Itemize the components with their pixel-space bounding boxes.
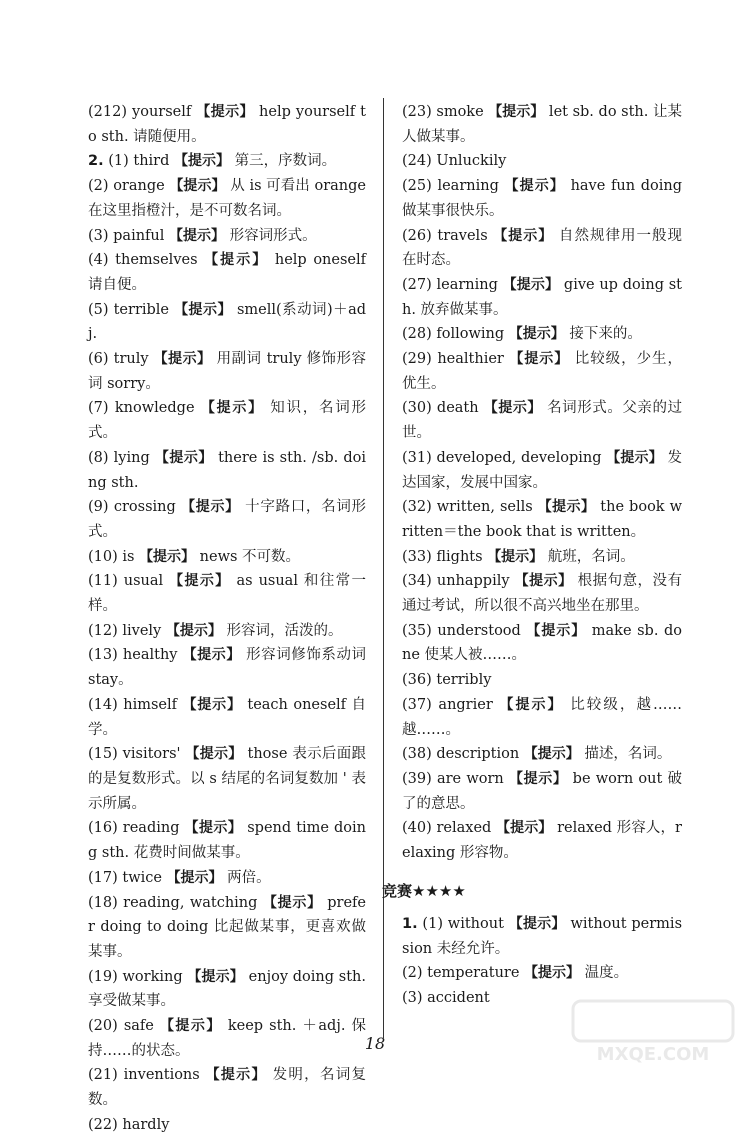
hint-text: 两倍。 (222, 869, 271, 886)
answer-text: (17) twice (88, 869, 167, 886)
answer-item (402, 495, 682, 544)
answer-text: (14) himself (88, 696, 183, 713)
answer-item (402, 668, 682, 693)
hint-text: have fun doing 做某事很快乐。 (402, 178, 683, 219)
answer-text: (24) Unluckily (402, 153, 507, 170)
hint-text: 形容词修饰系动词 stay。 (88, 647, 367, 689)
answer-text: (21) inventions (88, 1067, 206, 1084)
hint-text: smell(系动词)＋adj. (88, 301, 366, 343)
hint-label: 【提示】 (200, 400, 264, 417)
answer-item (88, 174, 366, 223)
hint-text: help yourself to sth. 请随便用。 (88, 104, 366, 145)
answer-item (88, 298, 366, 347)
answer-text: (29) healthier (402, 351, 510, 368)
hint-label: 【提示】 (182, 696, 242, 713)
hint-label: 【提示】 (493, 227, 554, 244)
hint-text: 温度。 (580, 965, 629, 982)
hint-text: prefer doing to doing 比起做某事，更喜欢做某事。 (88, 894, 367, 960)
hint-label: 【提示】 (496, 820, 553, 837)
answer-text: (212) yourself (88, 104, 197, 120)
hint-text: 发明，名词复数。 (88, 1067, 367, 1109)
answer-item (402, 224, 682, 273)
hint-label: 【提示】 (606, 449, 663, 466)
hint-label: 【提示】 (139, 548, 196, 565)
hint-label: 【提示】 (499, 696, 564, 713)
hint-label: 【提示】 (262, 894, 322, 911)
hint-text: 比较级，少生，优生。 (402, 351, 682, 392)
hint-label: 【提示】 (159, 1018, 222, 1035)
hint-label: 【提示】 (205, 1067, 267, 1084)
answer-text: (1) without (417, 915, 509, 932)
hint-text: 根据句意，没有通过考试，所以很不高兴地坐在那里。 (402, 573, 683, 615)
hint-text: give up doing sth. 放弃做某事。 (402, 276, 682, 318)
hint-text: enjoy doing sth. 享受做某事。 (88, 968, 366, 1010)
hint-text: 自然规律用一般现在时态。 (402, 227, 683, 269)
answer-item (88, 965, 366, 1014)
hint-text: keep sth. ＋adj. 保持……的状态。 (88, 1018, 366, 1059)
hint-label: 【提示】 (508, 326, 565, 343)
answer-text: (36) terribly (402, 672, 492, 689)
answer-item (88, 742, 366, 816)
answer-text: (15) visitors' (88, 746, 186, 763)
answer-item (88, 347, 366, 396)
hint-text: help oneself 请自便。 (88, 252, 366, 293)
answer-text: (20) safe (88, 1018, 160, 1035)
answer-item (402, 569, 682, 618)
answer-item (88, 100, 366, 149)
answer-text: (22) hardly (88, 1116, 170, 1133)
answer-item (402, 545, 682, 570)
answer-text: (4) themselves (88, 252, 205, 269)
answer-item (88, 149, 366, 174)
question-number: 2. (88, 153, 104, 170)
answer-item (88, 446, 366, 495)
answer-item (88, 693, 366, 742)
answer-item (88, 1113, 366, 1138)
answer-text: (18) reading, watching (88, 894, 263, 911)
hint-label: 【提示】 (184, 820, 243, 837)
hint-label: 【提示】 (504, 178, 565, 195)
hint-text: 用副词 truly 修饰形容词 sorry。 (88, 351, 366, 392)
answer-text: (39) are worn (402, 770, 509, 787)
hint-label: 【提示】 (169, 573, 231, 590)
hint-text: the book written＝the book that is written。 (402, 499, 683, 540)
hint-text: 描述，名词。 (579, 746, 672, 763)
answer-text: (7) knowledge (88, 400, 201, 417)
answer-item (88, 619, 366, 644)
answer-text: (2) orange (88, 178, 170, 195)
answer-item (88, 396, 366, 445)
right-column (382, 100, 683, 1011)
answer-item (402, 767, 682, 816)
answer-text: (3) accident (402, 989, 490, 1006)
question-number: 1. (402, 915, 418, 932)
hint-label: 【提示】 (187, 968, 244, 985)
answer-item (88, 1063, 366, 1112)
answer-text: (33) flights (402, 548, 488, 565)
answer-text: (8) lying (88, 449, 155, 466)
hint-label: 【提示】 (526, 622, 587, 639)
left-entries (88, 100, 366, 1138)
answer-item (402, 742, 682, 767)
answer-item (88, 495, 366, 544)
hint-label: 【提示】 (487, 548, 544, 565)
hint-label: 【提示】 (483, 400, 542, 417)
answer-item (402, 347, 682, 396)
page-number: 18 (364, 1034, 386, 1053)
answer-text: (40) relaxed (402, 820, 497, 837)
watermark-logo (568, 996, 738, 1066)
answer-item (88, 643, 366, 692)
answer-text: (34) unhappily (402, 573, 515, 590)
answer-text: (37) angrier (402, 696, 500, 713)
answer-text: (6) truly (88, 351, 154, 368)
right-entries (402, 100, 682, 866)
answer-text: (1) third (103, 153, 174, 170)
hint-label: 【提示】 (537, 499, 596, 516)
hint-text: 接下来的。 (564, 326, 642, 343)
hint-label: 【提示】 (509, 770, 568, 787)
answer-item (402, 816, 682, 865)
answer-item (402, 149, 682, 174)
answer-text: (11) usual (88, 573, 170, 590)
hint-label: 【提示】 (524, 965, 581, 982)
answer-text: (9) crossing (88, 499, 182, 516)
answer-item (402, 619, 682, 668)
hint-label: 【提示】 (174, 153, 230, 170)
hint-text: 知识，名词形式。 (88, 400, 366, 442)
hint-label: 【提示】 (514, 573, 573, 590)
answer-item (88, 224, 366, 249)
answer-item (402, 961, 682, 986)
answer-item (402, 446, 682, 495)
watermark-text: MXQE.COM (596, 1044, 710, 1065)
hint-text: spend time doing sth. 花费时间做某事。 (88, 820, 367, 862)
hint-label: 【提示】 (166, 869, 223, 886)
hint-text: let sb. do sth. 让某人做某事。 (402, 104, 682, 145)
hint-text: relaxed 形容人，relaxing 形容物。 (402, 820, 682, 862)
answer-item (402, 912, 682, 961)
answer-text: (27) learning (402, 276, 503, 293)
hint-text: 航班，名词。 (543, 548, 635, 565)
answer-item (88, 866, 366, 891)
hint-text: without permission 未经允许。 (402, 915, 683, 957)
hint-label: 【提示】 (508, 915, 566, 932)
answer-text: (3) painful (88, 227, 170, 244)
answer-text: (5) terrible (88, 301, 175, 318)
answer-item (88, 816, 366, 865)
answer-text: (31) developed, developing (402, 449, 607, 466)
hint-text: 形容词，活泼的。 (221, 622, 343, 639)
hint-label: 【提示】 (154, 449, 213, 466)
hint-text: make sb. done 使某人被……。 (402, 622, 683, 664)
hint-label: 【提示】 (169, 178, 226, 195)
hint-label: 【提示】 (174, 301, 232, 318)
hint-text: 名词形式。父亲的过世。 (402, 400, 683, 442)
hint-label: 【提示】 (185, 746, 243, 763)
answer-text: (25) learning (402, 178, 505, 195)
answer-text: (26) travels (402, 227, 494, 244)
answer-item (88, 545, 366, 570)
answer-text: (32) written, sells (402, 499, 538, 516)
hint-label: 【提示】 (502, 276, 560, 293)
hint-label: 【提示】 (196, 104, 254, 120)
hint-text: 十字路口，名词形式。 (88, 499, 367, 540)
section-title (382, 878, 682, 904)
answer-item (402, 174, 682, 223)
hint-label: 【提示】 (523, 746, 580, 763)
left-column (88, 100, 366, 1138)
hint-text: as usual 和往常一样。 (88, 573, 367, 615)
hint-text: 第三，序数词。 (230, 153, 337, 170)
hint-text: 形容词形式。 (225, 227, 317, 244)
answer-text: (23) smoke (402, 104, 489, 120)
answer-item (402, 693, 682, 742)
hint-text: 发达国家，发展中国家。 (402, 449, 682, 491)
hint-text: teach oneself 自学。 (88, 696, 366, 738)
answer-text: (35) understood (402, 622, 527, 639)
answer-text: (30) death (402, 400, 484, 417)
answer-item (402, 273, 682, 322)
hint-text: be worn out 破了的意思。 (402, 770, 683, 812)
answer-item (402, 100, 682, 149)
answer-text: (28) following (402, 326, 509, 343)
answer-text: (38) description (402, 746, 524, 763)
answer-text: (2) temperature (402, 965, 525, 982)
hint-label: 【提示】 (153, 351, 212, 368)
answer-text: (13) healthy (88, 647, 183, 664)
hint-label: 【提示】 (169, 227, 226, 244)
hint-text: there is sth. /sb. doing sth. (88, 449, 366, 491)
hint-label: 【提示】 (165, 622, 222, 639)
answer-item (88, 891, 366, 965)
answer-text: (16) reading (88, 820, 185, 837)
section-title-text: 竞赛 (382, 881, 413, 900)
hint-text: 从 is 可看出 orange 在这里指橙汁，是不可数名词。 (88, 178, 367, 219)
hint-label: 【提示】 (509, 351, 570, 368)
hint-label: 【提示】 (181, 499, 240, 516)
answer-item (402, 396, 682, 445)
hint-text: 比较级，越……越……。 (402, 696, 682, 738)
hint-label: 【提示】 (182, 647, 241, 664)
answer-item (88, 569, 366, 618)
difficulty-stars: ★★★★ (412, 881, 466, 900)
answer-text: (10) is (88, 548, 140, 565)
answer-item (402, 322, 682, 347)
hint-text: those 表示后面跟的是复数形式。以 s 结尾的名词复数加 ' 表示所属。 (88, 746, 367, 812)
hint-label: 【提示】 (204, 252, 269, 269)
hint-text: news 不可数。 (195, 548, 301, 565)
answer-item (88, 248, 366, 297)
hint-label: 【提示】 (488, 104, 545, 120)
answer-text: (19) working (88, 968, 188, 985)
answer-text: (12) lively (88, 622, 166, 639)
